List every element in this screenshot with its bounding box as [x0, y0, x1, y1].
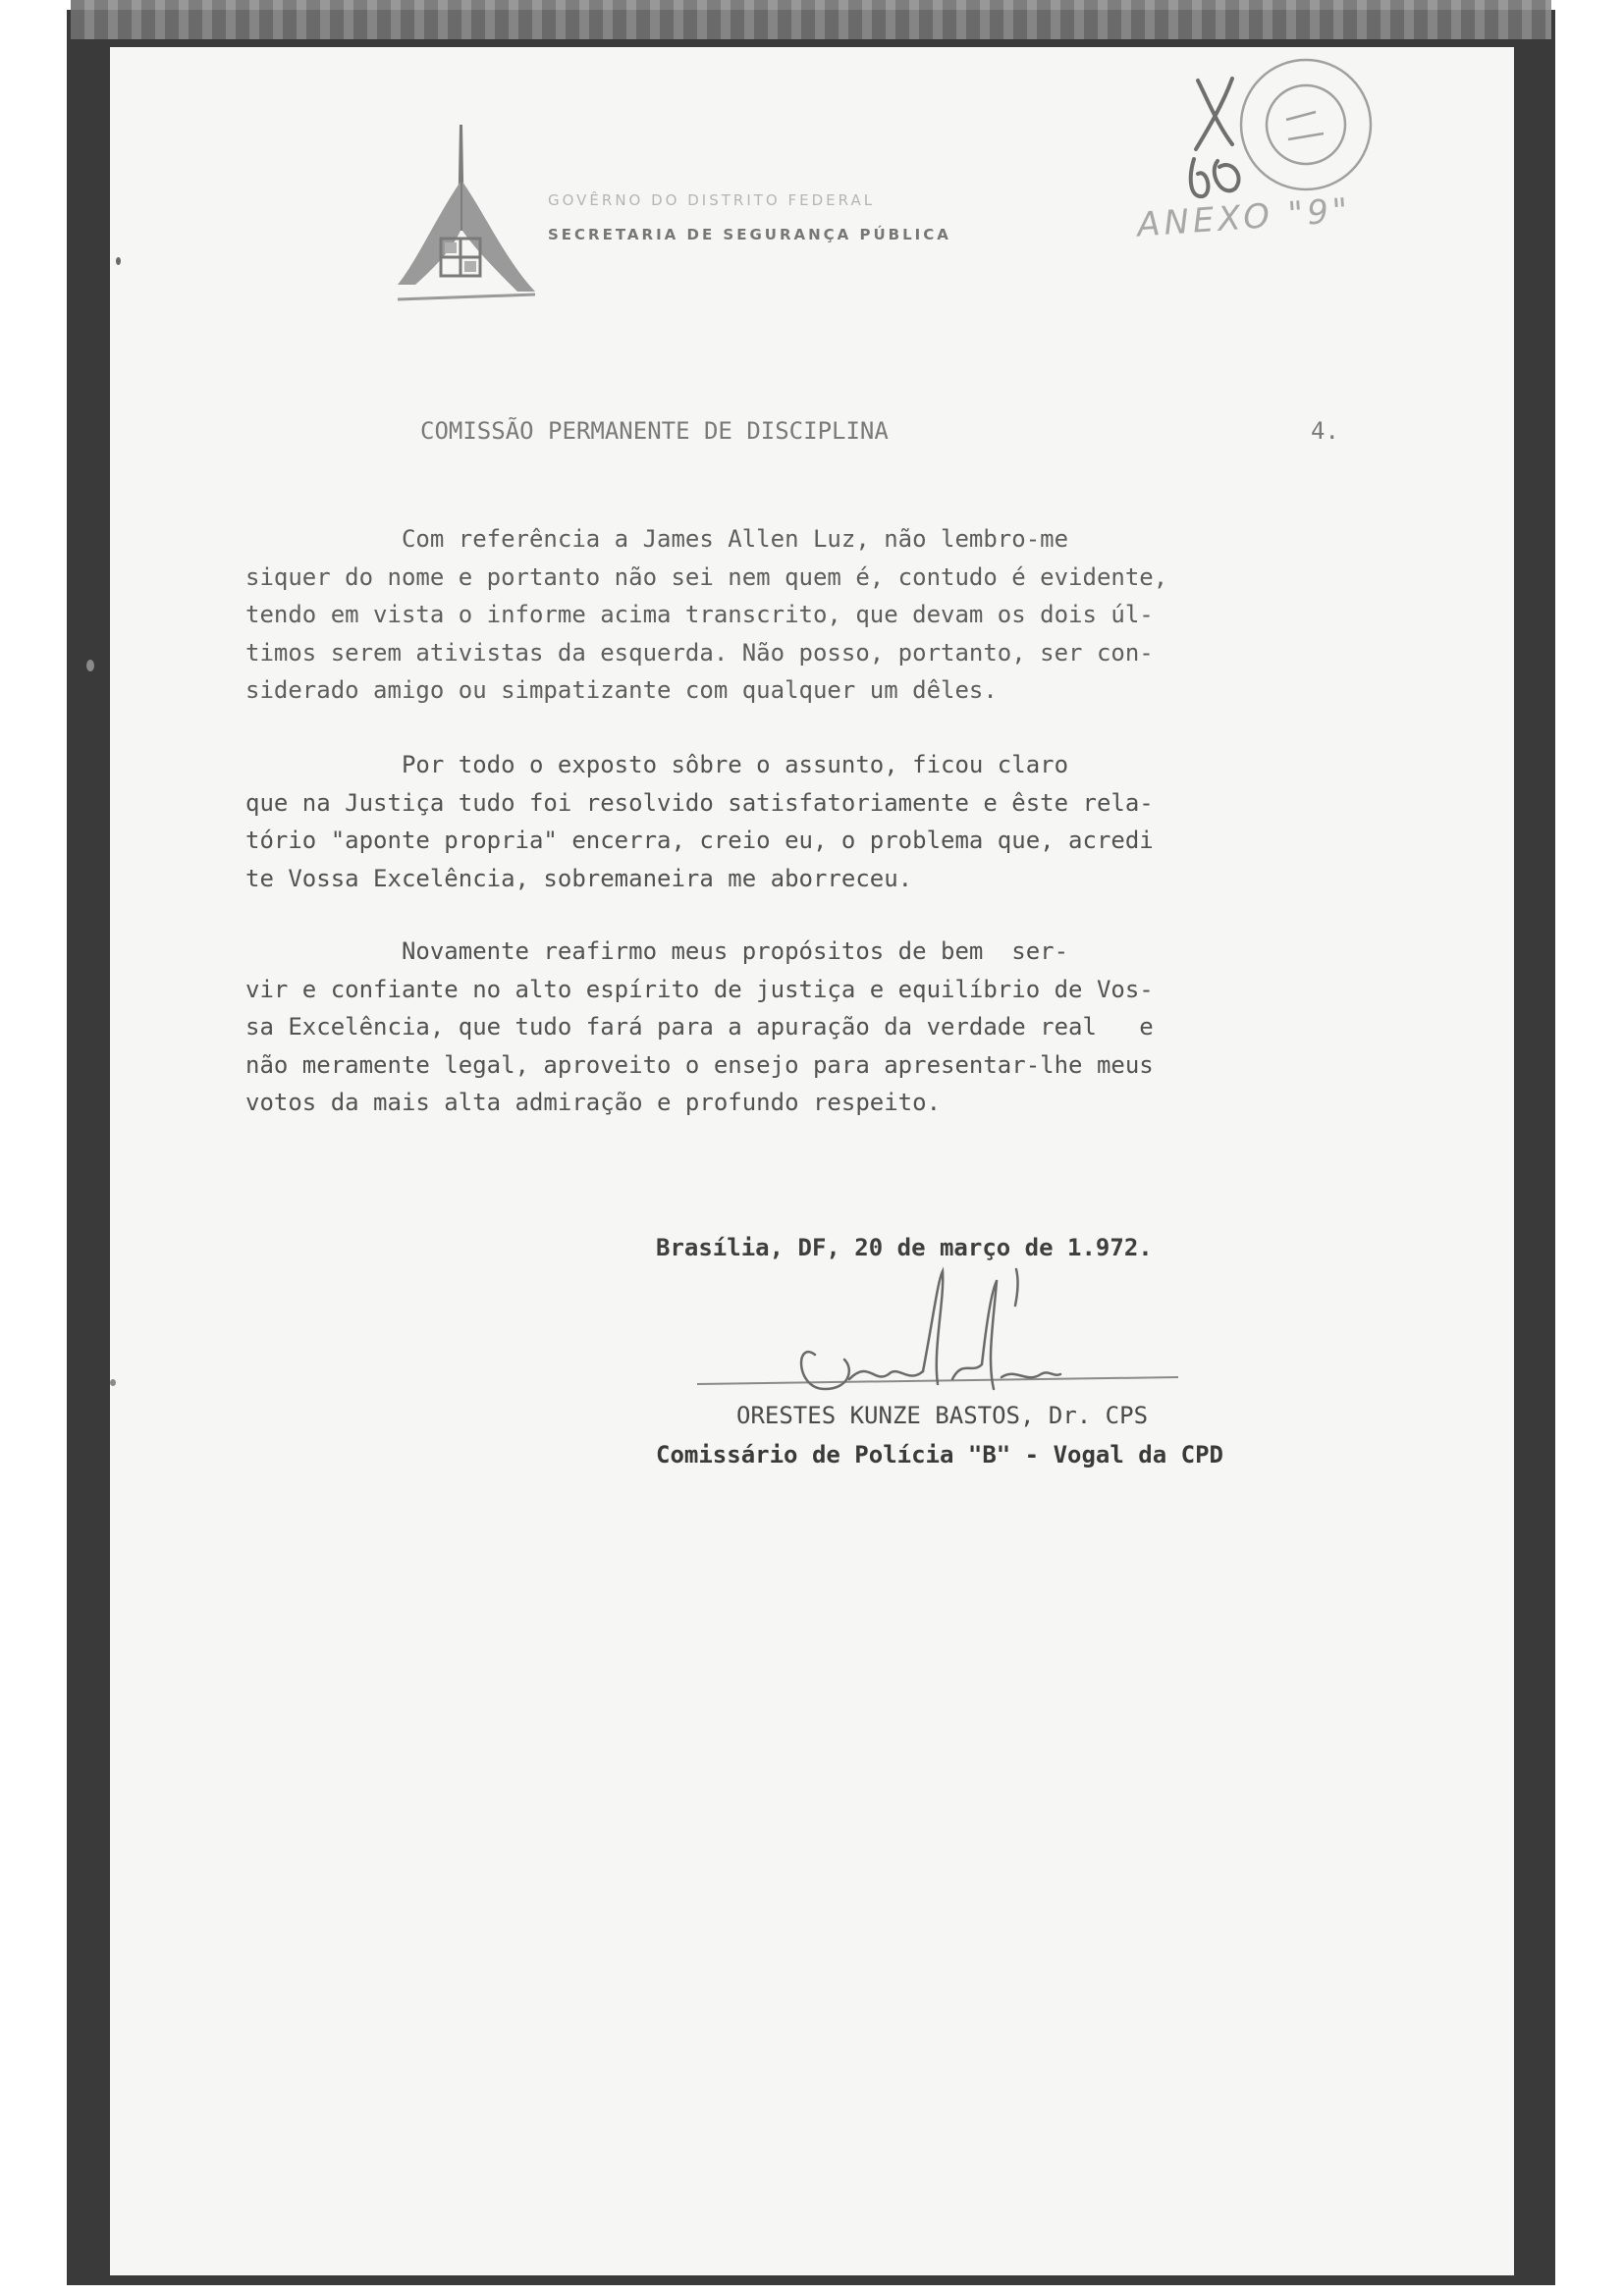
text-line: sa Excelência, que tudo fará para a apuração da verdade real e: [245, 1013, 1154, 1041]
film-edge-strip: [71, 0, 1551, 39]
paragraph-3: [245, 933, 1316, 1122]
text-line: vir e confiante no alto espírito de justiça e equilíbrio de Vos-: [245, 975, 1154, 1003]
text-line: não meramente legal, aproveito o ensejo para apresentar-lhe meus: [245, 1050, 1154, 1079]
brasilia-emblem-icon: [398, 123, 535, 319]
page-number: 4.: [1311, 417, 1339, 445]
handwritten-scribble-icon: [1191, 79, 1239, 196]
scan-speck: [86, 660, 94, 671]
text-line: tendo em vista o informe acima transcrito, que devam os dois úl-: [245, 601, 1154, 628]
postmark-stamp-icon: [1241, 60, 1371, 189]
scan-speck: [110, 1379, 116, 1386]
text-line: Novamente reafirmo meus propósitos de bem ser-: [245, 937, 1069, 965]
text-line: Por todo o exposto sôbre o assunto, ficou claro: [245, 751, 1069, 778]
text-line: Com referência a James Allen Luz, não lembro-me: [245, 525, 1069, 553]
scan-speck: [116, 257, 121, 265]
signatory-role: Comissário de Polícia "B" - Vogal da CPD: [656, 1441, 1223, 1468]
text-line: te Vossa Excelência, sobremaneira me aborreceu.: [245, 864, 913, 892]
paragraph-2: [245, 746, 1316, 897]
document-page: [110, 47, 1514, 2275]
handwritten-signature-icon: [687, 1261, 1198, 1418]
government-title: GOVÊRNO DO DISTRITO FEDERAL: [548, 191, 876, 209]
annex-annotation: ANEXO "9": [1135, 190, 1353, 245]
signatory-name: ORESTES KUNZE BASTOS, Dr. CPS: [736, 1402, 1149, 1429]
text-line: timos serem ativistas da esquerda. Não posso, portanto, ser con-: [245, 638, 1154, 667]
secretariat-title: SECRETARIA DE SEGURANÇA PÚBLICA: [548, 226, 951, 243]
paragraph-1: [245, 520, 1316, 710]
commission-heading: COMISSÃO PERMANENTE DE DISCIPLINA: [420, 417, 889, 445]
text-line: que na Justiça tudo foi resolvido satisfatoriamente e êste rela-: [245, 788, 1154, 817]
text-line: tório "aponte propria" encerra, creio eu, o problema que, acredi: [245, 827, 1154, 854]
text-line: votos da mais alta admiração e profundo respeito.: [245, 1089, 942, 1116]
text-line: siderado amigo ou simpatizante com qualquer um dêles.: [245, 676, 998, 704]
text-line: siquer do nome e portanto não sei nem quem é, contudo é evidente,: [245, 562, 1168, 591]
place-date: Brasília, DF, 20 de março de 1.972.: [656, 1234, 1153, 1261]
